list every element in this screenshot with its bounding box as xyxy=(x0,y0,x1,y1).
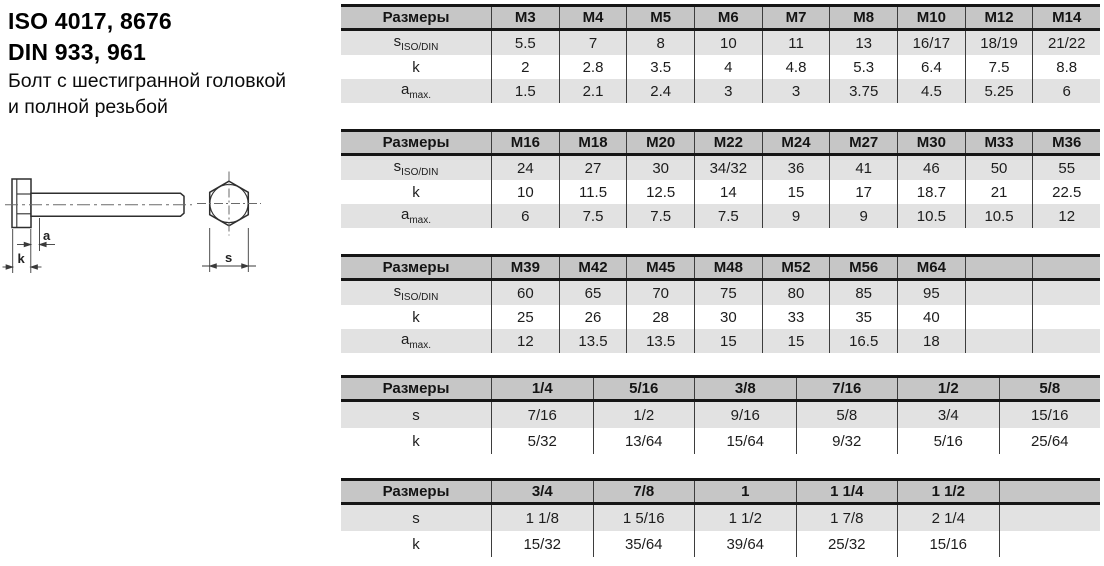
value-cell: 1 7/8 xyxy=(796,505,898,531)
size-column-header: M30 xyxy=(897,132,965,153)
table-row xyxy=(341,31,1100,55)
table-row xyxy=(341,402,1100,428)
value-cell: 95 xyxy=(897,281,965,305)
value-cell: 18/19 xyxy=(965,31,1033,55)
size-column-header: 1 1/4 xyxy=(796,481,898,502)
table-row xyxy=(341,180,1100,204)
value-cell: 1/2 xyxy=(593,402,695,428)
size-column-header: M33 xyxy=(965,132,1033,153)
value-cell: 30 xyxy=(694,305,762,329)
size-column-header: 1/2 xyxy=(897,378,999,399)
size-column-header: M3 xyxy=(491,7,559,28)
value-cell: 35/64 xyxy=(593,531,695,557)
value-cell: 8.8 xyxy=(1032,55,1100,79)
value-cell: 15/32 xyxy=(491,531,593,557)
size-column-header: M42 xyxy=(559,257,627,278)
value-cell: 1.5 xyxy=(491,79,559,103)
size-column-header: M48 xyxy=(694,257,762,278)
product-description-line2: и полной резьбой xyxy=(8,96,168,118)
table-row xyxy=(341,329,1100,353)
value-cell: 28 xyxy=(626,305,694,329)
table-header-row xyxy=(341,4,1100,31)
value-cell: 9 xyxy=(762,204,830,228)
row-label: k xyxy=(412,58,420,76)
value-cell: 7.5 xyxy=(559,204,627,228)
value-cell: 7.5 xyxy=(965,55,1033,79)
value-cell: 1 1/2 xyxy=(694,505,796,531)
value-cell: 3 xyxy=(762,79,830,103)
row-label: k xyxy=(412,183,420,201)
table-row xyxy=(341,305,1100,329)
value-cell: 17 xyxy=(829,180,897,204)
value-cell: 1 1/8 xyxy=(491,505,593,531)
value-cell: 21 xyxy=(965,180,1033,204)
value-cell: 3.75 xyxy=(829,79,897,103)
size-column-header: 1 1/2 xyxy=(897,481,999,502)
value-cell: 25 xyxy=(491,305,559,329)
value-cell: 9 xyxy=(829,204,897,228)
value-cell xyxy=(965,281,1033,305)
value-cell: 7.5 xyxy=(626,204,694,228)
value-cell xyxy=(1032,305,1100,329)
value-cell: 2 xyxy=(491,55,559,79)
size-column-header: M36 xyxy=(1032,132,1100,153)
size-column-header: M39 xyxy=(491,257,559,278)
value-cell: 1 5/16 xyxy=(593,505,695,531)
table-header-row xyxy=(341,478,1100,505)
value-cell: 13.5 xyxy=(559,329,627,353)
value-cell: 40 xyxy=(897,305,965,329)
value-cell: 6 xyxy=(1032,79,1100,103)
size-column-header: M27 xyxy=(829,132,897,153)
size-column-header: M14 xyxy=(1032,7,1100,28)
size-column-header: M7 xyxy=(762,7,830,28)
dimension-table-3 xyxy=(341,254,1100,353)
row-label: k xyxy=(412,535,420,553)
size-column-header: 5/16 xyxy=(593,378,695,399)
value-cell: 13.5 xyxy=(626,329,694,353)
value-cell: 10.5 xyxy=(897,204,965,228)
value-cell: 39/64 xyxy=(694,531,796,557)
value-cell: 21/22 xyxy=(1032,31,1100,55)
value-cell: 6.4 xyxy=(897,55,965,79)
value-cell: 12.5 xyxy=(626,180,694,204)
row-label: $a_{max.}$ xyxy=(400,81,431,101)
value-cell: 10.5 xyxy=(965,204,1033,228)
size-column-header: 7/16 xyxy=(796,378,898,399)
value-cell: 4.8 xyxy=(762,55,830,79)
size-column-header: 1/4 xyxy=(491,378,593,399)
value-cell: 55 xyxy=(1032,156,1100,180)
value-cell: 10 xyxy=(491,180,559,204)
table-corner-header: Размеры xyxy=(382,134,450,151)
value-cell: 3/4 xyxy=(897,402,999,428)
value-cell: 5.5 xyxy=(491,31,559,55)
value-cell: 3 xyxy=(694,79,762,103)
value-cell: 6 xyxy=(491,204,559,228)
table-corner-header: Размеры xyxy=(382,259,450,276)
value-cell xyxy=(965,329,1033,353)
table-corner-header: Размеры xyxy=(382,380,450,397)
row-label: $s_{ISO/DIN}$ xyxy=(393,33,439,53)
table-corner-header: Размеры xyxy=(382,483,450,500)
value-cell: 13/64 xyxy=(593,428,695,454)
table-row xyxy=(341,55,1100,79)
value-cell: 2.1 xyxy=(559,79,627,103)
value-cell: 15 xyxy=(762,180,830,204)
value-cell: 15/16 xyxy=(897,531,999,557)
size-column-header: 5/8 xyxy=(999,378,1101,399)
product-description-line1: Болт с шестигранной головкой xyxy=(8,70,287,92)
standard-title-din: DIN 933, 961 xyxy=(8,39,146,65)
value-cell: 60 xyxy=(491,281,559,305)
value-cell: 2.8 xyxy=(559,55,627,79)
value-cell xyxy=(965,305,1033,329)
value-cell xyxy=(1032,329,1100,353)
value-cell: 30 xyxy=(626,156,694,180)
value-cell: 5.3 xyxy=(829,55,897,79)
value-cell: 34/32 xyxy=(694,156,762,180)
value-cell: 16.5 xyxy=(829,329,897,353)
value-cell: 4.5 xyxy=(897,79,965,103)
size-column-header: M12 xyxy=(965,7,1033,28)
value-cell xyxy=(999,531,1101,557)
value-cell: 46 xyxy=(897,156,965,180)
table-row xyxy=(341,428,1100,454)
value-cell: 8 xyxy=(626,31,694,55)
value-cell: 2 1/4 xyxy=(897,505,999,531)
value-cell: 15/64 xyxy=(694,428,796,454)
dimension-label-a: a xyxy=(43,228,51,243)
value-cell: 25/32 xyxy=(796,531,898,557)
row-label: k xyxy=(412,432,420,450)
size-column-header: M45 xyxy=(626,257,694,278)
value-cell: 9/32 xyxy=(796,428,898,454)
size-column-header: M10 xyxy=(897,7,965,28)
size-column-header: M20 xyxy=(626,132,694,153)
dimension-table-5 xyxy=(341,478,1100,557)
size-column-header: 3/8 xyxy=(694,378,796,399)
row-label: s xyxy=(412,509,420,527)
value-cell: 4 xyxy=(694,55,762,79)
row-label: k xyxy=(412,308,420,326)
size-column-header: M56 xyxy=(829,257,897,278)
value-cell: 10 xyxy=(694,31,762,55)
value-cell: 3.5 xyxy=(626,55,694,79)
size-column-header: 7/8 xyxy=(593,481,695,502)
bolt-side-view xyxy=(12,179,184,228)
size-column-header xyxy=(1032,257,1100,278)
value-cell: 7 xyxy=(559,31,627,55)
value-cell: 11 xyxy=(762,31,830,55)
value-cell: 15/16 xyxy=(999,402,1101,428)
size-column-header: M18 xyxy=(559,132,627,153)
value-cell: 16/17 xyxy=(897,31,965,55)
value-cell: 26 xyxy=(559,305,627,329)
value-cell: 5/32 xyxy=(491,428,593,454)
dimension-table-4 xyxy=(341,375,1100,454)
value-cell: 15 xyxy=(694,329,762,353)
bolt-technical-drawing xyxy=(0,158,330,308)
value-cell: 15 xyxy=(762,329,830,353)
size-column-header: M8 xyxy=(829,7,897,28)
table-corner-header: Размеры xyxy=(382,9,450,26)
row-label: $s_{ISO/DIN}$ xyxy=(393,283,439,303)
dimension-label-k: k xyxy=(17,251,25,266)
size-column-header: M24 xyxy=(762,132,830,153)
value-cell: 7/16 xyxy=(491,402,593,428)
value-cell: 70 xyxy=(626,281,694,305)
size-column-header xyxy=(965,257,1033,278)
value-cell: 14 xyxy=(694,180,762,204)
size-column-header: M52 xyxy=(762,257,830,278)
table-row xyxy=(341,531,1100,557)
value-cell: 35 xyxy=(829,305,897,329)
value-cell: 18.7 xyxy=(897,180,965,204)
row-label: $s_{ISO/DIN}$ xyxy=(393,158,439,178)
size-column-header: M4 xyxy=(559,7,627,28)
standard-title-iso: ISO 4017, 8676 xyxy=(8,8,172,34)
value-cell: 5.25 xyxy=(965,79,1033,103)
table-row xyxy=(341,156,1100,180)
value-cell: 12 xyxy=(1032,204,1100,228)
value-cell: 27 xyxy=(559,156,627,180)
size-column-header: M22 xyxy=(694,132,762,153)
dimension-table-1 xyxy=(341,4,1100,103)
value-cell: 12 xyxy=(491,329,559,353)
table-row xyxy=(341,204,1100,228)
value-cell: 65 xyxy=(559,281,627,305)
size-column-header: 3/4 xyxy=(491,481,593,502)
value-cell: 5/16 xyxy=(897,428,999,454)
value-cell: 18 xyxy=(897,329,965,353)
value-cell: 85 xyxy=(829,281,897,305)
value-cell xyxy=(999,505,1101,531)
value-cell: 11.5 xyxy=(559,180,627,204)
value-cell: 33 xyxy=(762,305,830,329)
value-cell: 24 xyxy=(491,156,559,180)
value-cell xyxy=(1032,281,1100,305)
value-cell: 9/16 xyxy=(694,402,796,428)
value-cell: 13 xyxy=(829,31,897,55)
table-row xyxy=(341,79,1100,103)
size-column-header: M5 xyxy=(626,7,694,28)
table-header-row xyxy=(341,375,1100,402)
table-header-row xyxy=(341,254,1100,281)
title-block xyxy=(8,6,338,120)
tables-column xyxy=(341,4,1100,557)
size-column-header xyxy=(999,481,1101,502)
row-label: $a_{max.}$ xyxy=(400,206,431,226)
size-column-header: M6 xyxy=(694,7,762,28)
size-column-header: M64 xyxy=(897,257,965,278)
value-cell: 22.5 xyxy=(1032,180,1100,204)
value-cell: 25/64 xyxy=(999,428,1101,454)
table-row xyxy=(341,505,1100,531)
value-cell: 80 xyxy=(762,281,830,305)
value-cell: 50 xyxy=(965,156,1033,180)
table-header-row xyxy=(341,129,1100,156)
size-column-header: 1 xyxy=(694,481,796,502)
table-row xyxy=(341,281,1100,305)
value-cell: 41 xyxy=(829,156,897,180)
size-column-header: M16 xyxy=(491,132,559,153)
value-cell: 5/8 xyxy=(796,402,898,428)
value-cell: 7.5 xyxy=(694,204,762,228)
row-label: $a_{max.}$ xyxy=(400,331,431,351)
value-cell: 2.4 xyxy=(626,79,694,103)
value-cell: 75 xyxy=(694,281,762,305)
value-cell: 36 xyxy=(762,156,830,180)
dimension-label-s: s xyxy=(225,250,233,265)
row-label: s xyxy=(412,406,420,424)
dimension-table-2 xyxy=(341,129,1100,228)
